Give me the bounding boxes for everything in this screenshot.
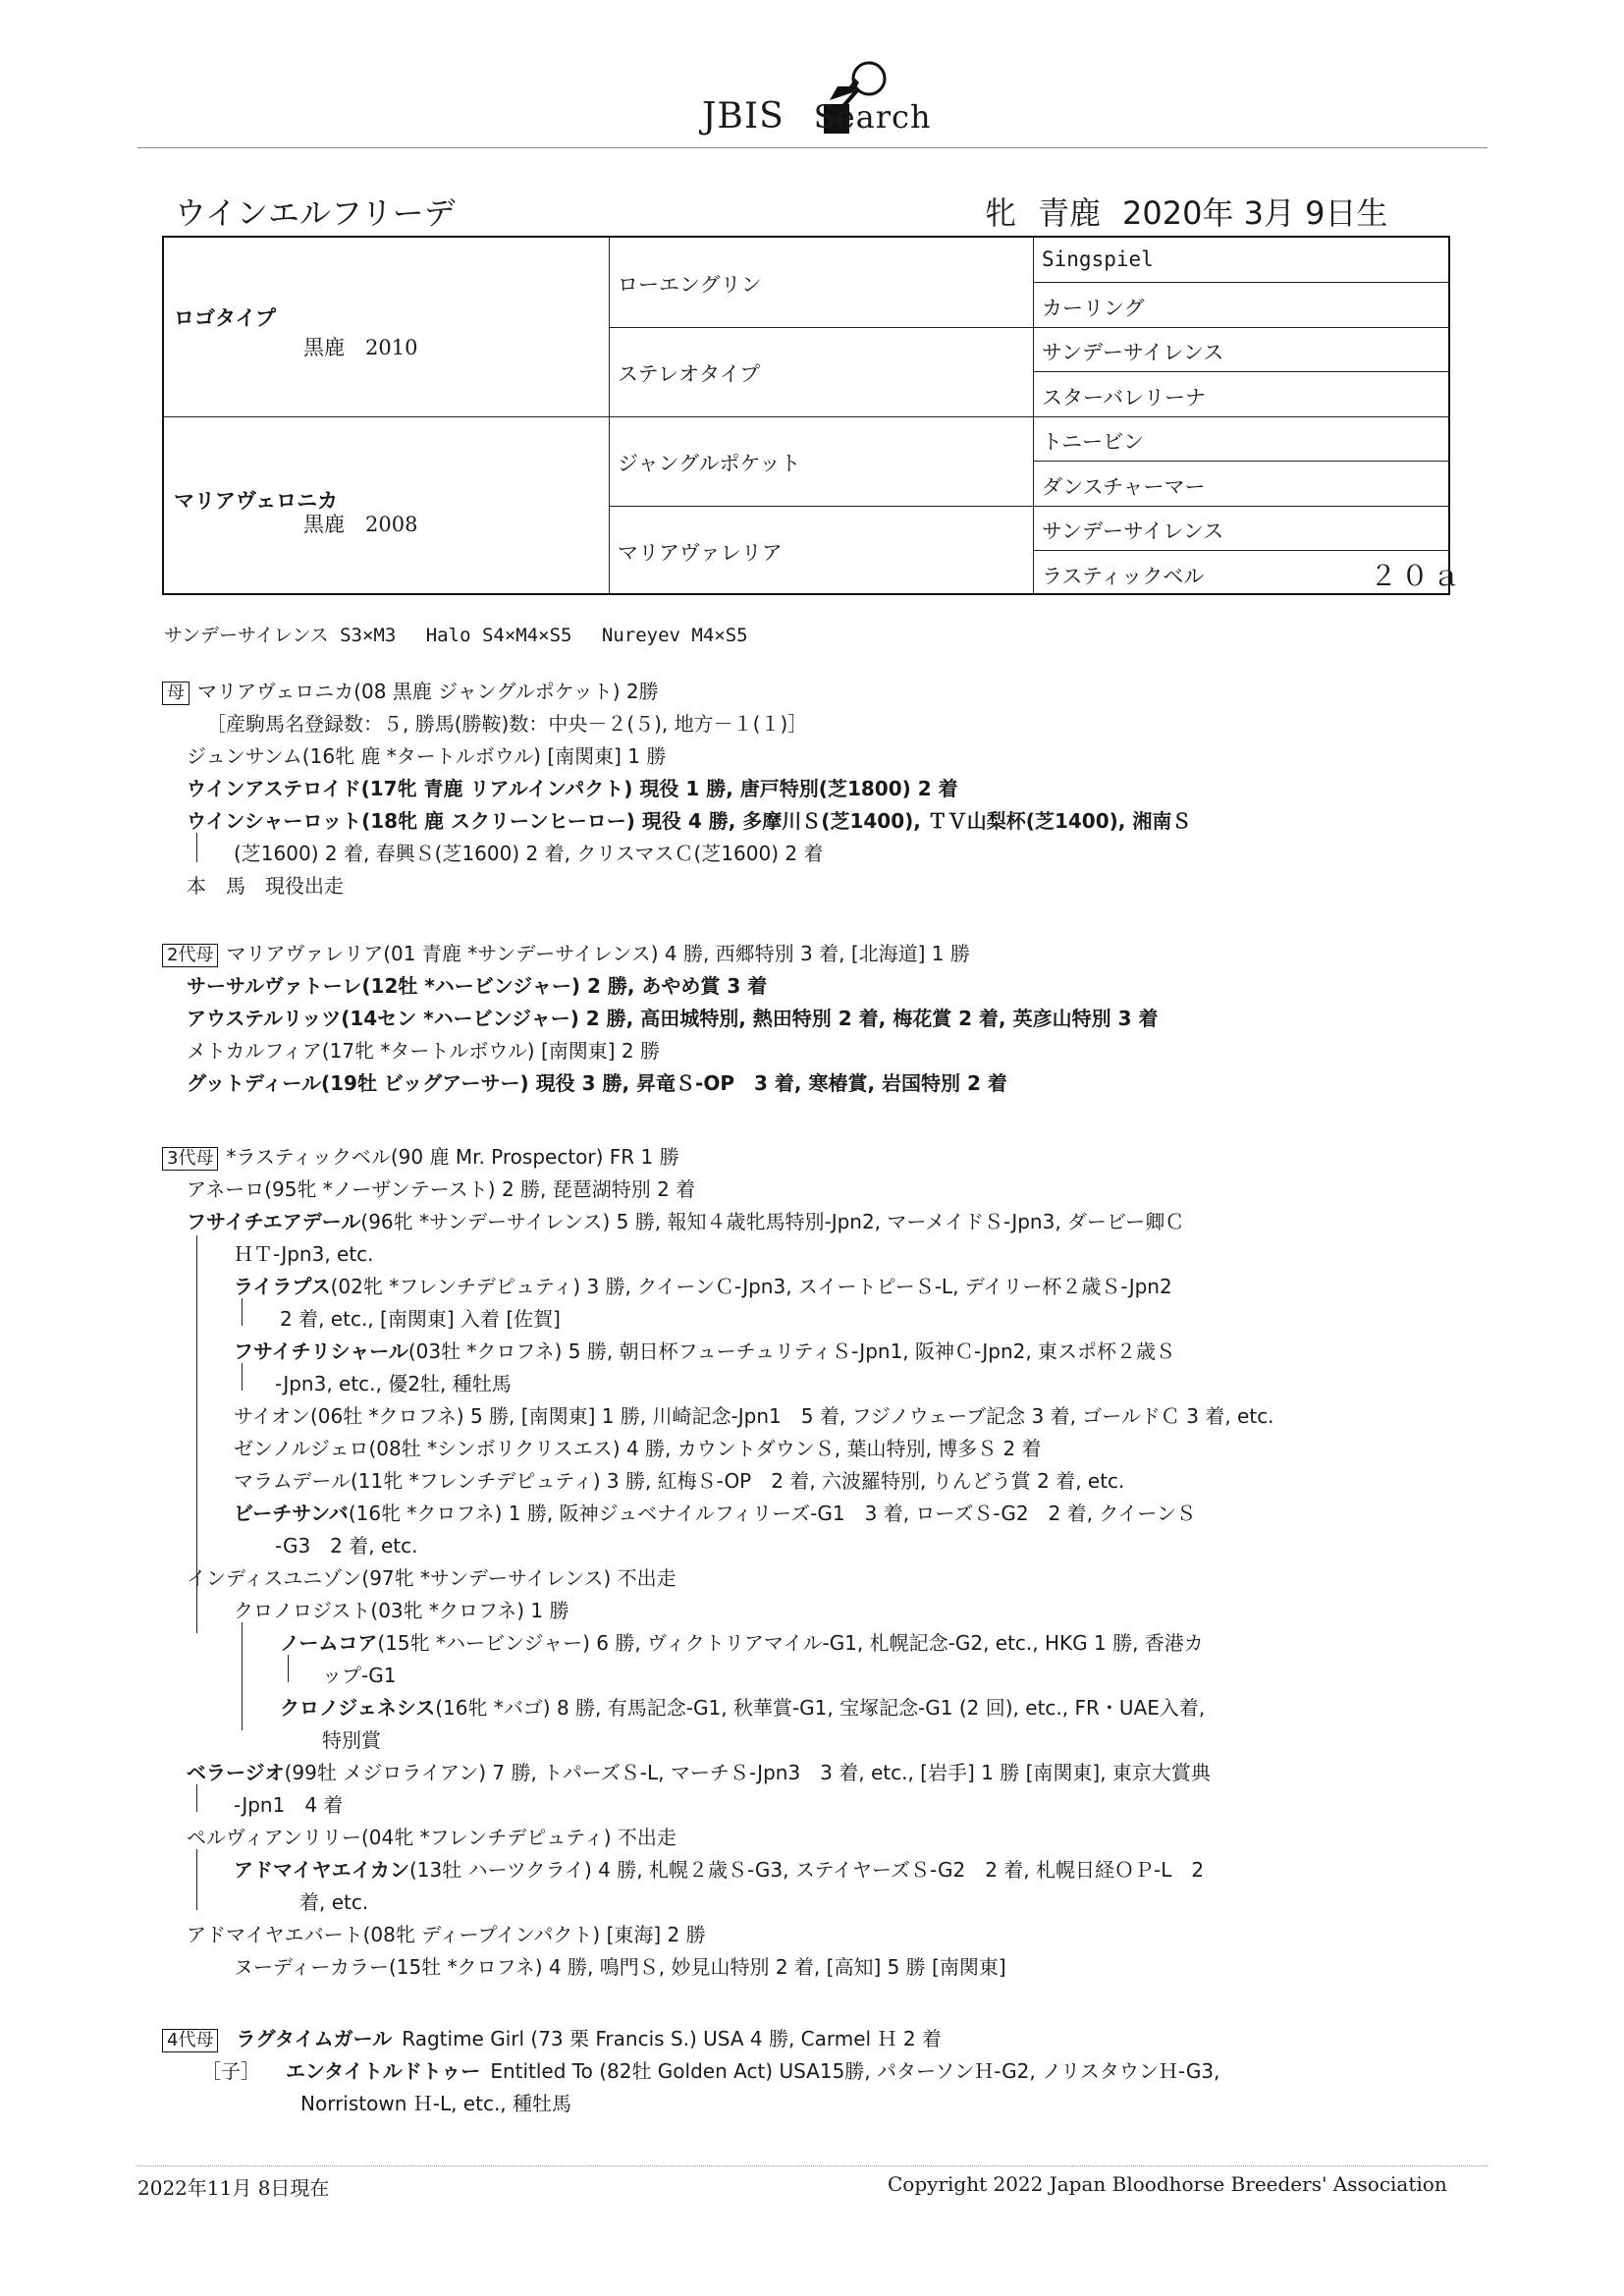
g3-line-28: ペルヴィアンリリー(04牝 *フレンチデピュティ) 不出走 xyxy=(187,1826,677,1849)
g3-line-16: -G3 2 着, etc. xyxy=(275,1534,418,1558)
continuation-bar xyxy=(242,1363,243,1391)
gen2-2: ステレオタイプ xyxy=(618,362,761,386)
dam-info: 黒鹿 2008 xyxy=(303,513,418,536)
horse-color: 青鹿 xyxy=(1038,194,1102,232)
g3-line-17: インディスユニゾン(97牝 *サンデーサイレンス) 不出走 xyxy=(187,1566,677,1590)
gen2-1: ローエングリン xyxy=(618,273,762,297)
family-number: ２０ａ xyxy=(1370,560,1465,592)
footer-date: 2022年11月 8日現在 xyxy=(137,2176,330,2200)
gen3-6: ダンスチャーマー xyxy=(1042,475,1206,499)
g3-line-21: ップ-G1 xyxy=(322,1664,397,1687)
g4-section-header: 4代母 ラグタイムガール Ragtime Girl (73 栗 Francis S.) USA 4 勝, Carmel Ｈ 2 着 xyxy=(162,2023,942,2052)
g2-line-1: サーサルヴァトーレ(12牡 *ハービンジャー) 2 勝, あやめ賞 3 着 xyxy=(187,974,768,998)
g3-line-32: アドマイヤエバート(08牝 ディープインパクト) [東海] 2 勝 xyxy=(187,1923,706,1946)
inbreeding-line: サンデーサイレンス S3×M3 Halo S4×M4×S5 Nureyev M4×S5 xyxy=(164,625,748,646)
section-box-dam: 母 xyxy=(162,682,189,705)
g3-line-19: ノームコア(15牝 *ハービンジャー) 6 勝, ヴィクトリアマイル-G1, 札幌記念-G2, etc., HKG 1 勝, 香港カ xyxy=(280,1631,1204,1655)
continuation-bar xyxy=(196,833,197,862)
sire-info: 黒鹿 2010 xyxy=(303,336,418,359)
g3-line-33: ヌーディーカラー(15牡 *クロフネ) 4 勝, 鳴門Ｓ, 妙見山特別 2 着, [高知] 5 勝 [南関東] xyxy=(234,1955,1006,1979)
g3-line-1: アネーロ(95牝 *ノーザンテースト) 2 勝, 琵琶湖特別 2 着 xyxy=(187,1177,696,1201)
ped-row-divider-g2a xyxy=(609,327,1450,328)
horse-info xyxy=(985,189,1388,234)
g3-line-18: クロノロジスト(03牝 *クロフネ) 1 勝 xyxy=(234,1599,569,1622)
g2-line-3: メトカルフィア(17牝 *タートルボウル) [南関東] 2 勝 xyxy=(187,1039,661,1063)
ped-row-divider-main xyxy=(164,416,1450,417)
g4-line-2: ［子］ エンタイトルドトゥー Entitled To (82牡 Golden Act) USA15勝, パターソンＨ-G2, ノリスタウンＨ-G3, xyxy=(201,2059,1220,2083)
ped-row-divider-g2b xyxy=(609,506,1450,507)
g3-line-11: サイオン(06牡 *クロフネ) 5 勝, [南関東] 1 勝, 川崎記念-Jpn1 5 着, フジノウェーブ記念 3 着, ゴールドＣ 3 着, etc. xyxy=(234,1404,1274,1428)
continuation-bar xyxy=(288,1655,289,1682)
logo-text-search: Search xyxy=(813,98,932,136)
continuation-bar xyxy=(242,1298,243,1326)
g3-line-8: フサイチリシャール(03牡 *クロフネ) 5 勝, 朝日杯フューチュリティＳ-Jpn1, 阪神Ｃ-Jpn2, 東スポ杯２歳Ｓ xyxy=(234,1339,1176,1363)
continuation-bar xyxy=(242,1622,243,1730)
g3-line-5: ライラプス(02牝 *フレンチデピュティ) 3 勝, クイーンＣ-Jpn3, スイートピーＳ-L, デイリー杯２歳Ｓ-Jpn2 xyxy=(234,1275,1172,1298)
gen3-1: Singspiel xyxy=(1042,247,1154,271)
g3-line-13: マラムデール(11牝 *フレンチデピュティ) 3 勝, 紅梅Ｓ-OP 2 着, 六波羅特別, りんどう賞 2 着, etc. xyxy=(234,1469,1125,1493)
dam-line-5: (芝1600) 2 着, 春興Ｓ(芝1600) 2 着, クリスマスＣ(芝1600) 2 着 xyxy=(234,842,824,865)
horse-sex: 牝 xyxy=(985,194,1017,232)
dam-line-0: マリアヴェロニカ(08 黒鹿 ジャングルポケット) 2勝 xyxy=(197,680,659,703)
jbis-search-logo xyxy=(702,57,938,145)
gen3-4: スターバレリーナ xyxy=(1042,386,1206,410)
continuation-bar xyxy=(196,1784,197,1812)
horse-birth: 2020年 3月 9日生 xyxy=(1122,194,1388,232)
dam-line-6: 本 馬 現役出走 xyxy=(187,874,344,898)
g3-line-27: -Jpn1 4 着 xyxy=(234,1793,344,1817)
g3-horse-fusaichi-airdale: フサイチエアデール xyxy=(187,1210,361,1233)
horse-name: ウインエルフリーデ xyxy=(175,194,456,232)
g3-line-12: ゼンノルジェロ(08牡 *シンボリクリスエス) 4 勝, カウントダウンＳ, 葉山特別, 博多Ｓ 2 着 xyxy=(234,1437,1042,1460)
section-box-g4: 4代母 xyxy=(162,2029,218,2052)
ped-row-divider-g3d xyxy=(1033,550,1450,551)
sire-name: ロゴタイプ xyxy=(174,306,276,330)
gen2-4: マリアヴァレリア xyxy=(618,541,783,565)
footer-copyright: Copyright 2022 Japan Bloodhorse Breeders' Association xyxy=(888,2172,1447,2196)
dam-name: マリアヴェロニカ xyxy=(174,489,339,513)
g3-line-29: アドマイヤエイカン(13牡 ハーツクライ) 4 勝, 札幌２歳Ｓ-G3, ステイヤーズＳ-G2 2 着, 札幌日経ＯＰ-L 2 xyxy=(234,1858,1205,1882)
continuation-bar xyxy=(196,1849,197,1910)
g2-line-4: グットディール(19牡 ビッグアーサー) 現役 3 勝, 昇竜Ｓ-OP 3 着, 寒椿賞, 岩国特別 2 着 xyxy=(187,1071,1007,1095)
dam-line-3: ウインアステロイド(17牝 青鹿 リアルインパクト) 現役 1 勝, 唐戸特別(芝1800) 2 着 xyxy=(187,777,958,800)
g3-line-25: ベラージオ(99牡 メジロライアン) 7 勝, トパーズＳ-L, マーチＳ-Jpn3 3 着, etc., [岩手] 1 勝 [南関東], 東京大賞典 xyxy=(187,1761,1211,1784)
header-divider xyxy=(137,147,1488,148)
ped-row-divider-g3b xyxy=(1033,371,1450,372)
gen3-8: ラスティックベル xyxy=(1042,565,1205,588)
logo-text-jbis: JBIS xyxy=(702,96,785,137)
g3-line-24: 特別賞 xyxy=(322,1728,381,1752)
ped-row-divider-g3c xyxy=(1033,461,1450,462)
g2-line-2: アウステルリッツ(14セン *ハービンジャー) 2 勝, 高田城特別, 熱田特別 2 着, 梅花賞 2 着, 英彦山特別 3 着 xyxy=(187,1007,1159,1030)
g4-line-5: Norristown Ｈ-L, etc., 種牡馬 xyxy=(300,2092,572,2115)
g3-line-31: 着, etc. xyxy=(299,1890,369,1914)
g3-line-22: クロノジェネシス(16牝 *バゴ) 8 勝, 有馬記念-G1, 秋華賞-G1, 宝塚記念-G1 (2 回), etc., FR・UAE入着, xyxy=(280,1696,1206,1720)
dam-line-4: ウインシャーロット(18牝 鹿 スクリーンヒーロー) 現役 4 勝, 多摩川Ｓ(芝1400), ＴＶ山梨杯(芝1400), 湘南Ｓ xyxy=(187,809,1192,833)
footer-divider xyxy=(137,2165,1488,2166)
dam-section-header xyxy=(162,676,659,705)
section-box-g2: 2代母 xyxy=(162,944,218,967)
g3-line-0: *ラスティックベル(90 鹿 Mr. Prospector) FR 1 勝 xyxy=(226,1145,679,1169)
gen3-5: トニービン xyxy=(1042,430,1145,454)
section-box-g3: 3代母 xyxy=(162,1147,218,1171)
g3-line-4: ＨＴ-Jpn3, etc. xyxy=(234,1242,374,1266)
dam-line-1: ［産駒馬名登録数：５, 勝馬(勝鞍)数：中央－２(５), 地方－１(１)］ xyxy=(206,712,808,736)
dam-line-2: ジュンサンム(16牝 鹿 *タートルボウル) [南関東] 1 勝 xyxy=(187,744,667,768)
g3-line-7: 2 着, etc., [南関東] 入着 [佐賀] xyxy=(280,1307,561,1331)
g3-section-header xyxy=(162,1141,679,1171)
g3-line-2: フサイチエアデール(96牝 *サンデーサイレンス) 5 勝, 報知４歳牝馬特別-Jpn2, マーメイドＳ-Jpn3, ダービー卿Ｃ xyxy=(187,1210,1185,1233)
g3-line-10: -Jpn3, etc., 優2牡, 種牡馬 xyxy=(275,1372,512,1395)
pedigree-table xyxy=(162,236,1465,595)
gen2-3: ジャングルポケット xyxy=(618,452,801,475)
gen3-3: サンデーサイレンス xyxy=(1042,341,1224,364)
g2-section-header xyxy=(162,938,970,967)
gen3-7: サンデーサイレンス xyxy=(1042,519,1224,543)
gen3-2: カーリング xyxy=(1042,297,1145,320)
g3-line-14: ビーチサンバ(16牝 *クロフネ) 1 勝, 阪神ジュベナイルフィリーズ-G1 3 着, ローズＳ-G2 2 着, クイーンＳ xyxy=(234,1502,1196,1525)
ped-row-divider-g3a xyxy=(1033,282,1450,283)
g2-line-0: マリアヴァレリア(01 青鹿 *サンデーサイレンス) 4 勝, 西郷特別 3 着, [北海道] 1 勝 xyxy=(226,942,970,965)
